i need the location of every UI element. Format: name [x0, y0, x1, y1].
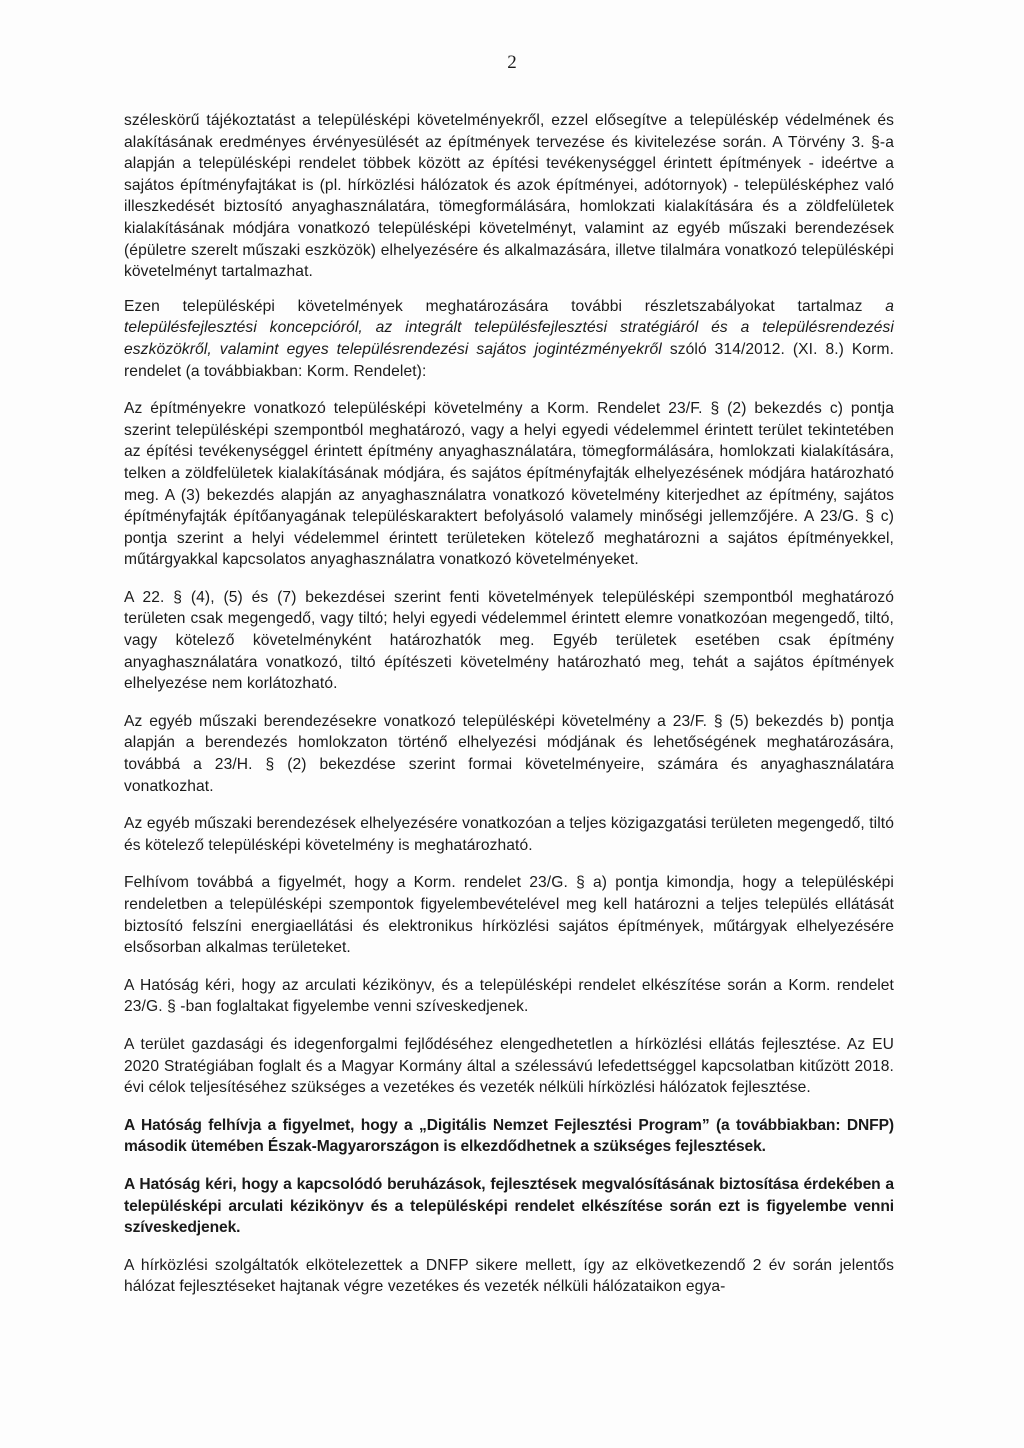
paragraph-7: Felhívom továbbá a figyelmét, hogy a Korm. rendelet 23/G. § a) pontja kimondja, hogy a településképi rendeletben a településképi szempontok figyelembevételével meg kell határozni a teljes település ellátását biztosító felszíni energiaellátási és elektronikus hírközlési sajátos építmények, műtárgyak elhelyezésére elsősorban alkalmas területeket.: [124, 874, 894, 957]
page-number: 2: [507, 52, 517, 73]
paragraph-9: A terület gazdasági és idegenforgalmi fejlődéséhez elengedhetetlen a hírközlési ellátás fejlesztése. Az EU 2020 Stratégiában foglalt és a Magyar Kormány által a szélessávú lefedettséggel kapcsolatban kitűzött 2018. évi célok teljesítéséhez szükséges a vezetékes és vezeték nélküli hírközlési hálózatok fejlesztése.: [124, 1035, 894, 1097]
document-body: [124, 110, 894, 1314]
paragraph-8: A Hatóság kéri, hogy az arculati kézikönyv, és a településképi rendelet elkészítése során a Korm. rendelet 23/G. § -ban foglaltakat figyelembe venni szíveskedjenek.: [124, 976, 894, 1016]
paragraph-3: Az építményekre vonatkozó településképi követelmény a Korm. Rendelet 23/F. § (2) bekezdés c) pontja szerint településképi szempontból meghatározó, vagy a helyi egyedi védelemmel érintett terület tekintetében az építési tevékenységgel érintett építmény anyaghasználatára, tömegformálására, homlokzati kialakítására, telken a zöldfelületek kialakításának módjára, és sajátos építményfajták elhelyezésének módjára határozható meg. A (3) bekezdés alapján az anyaghasználatra vonatkozó követelmény kiterjedhet az építmény, sajátos építményfajták építőanyagának településkaraktert befolyásoló valamely minőségi jellemzőjére. A 23/G. § c) pontja szerint a helyi védelemmel érintett területeken kötelező meghatározni a sajátos építményekkel, műtárgyakkal kapcsolatos anyaghasználatra vonatkozó követelményeket.: [124, 400, 894, 569]
paragraph-2-law-title: a településfejlesztési koncepcióról, az integrált településfejlesztési stratégiáról és a településrendezési eszközökről, valamint egyes településrendezési sajátos jogintézményekről: [124, 297, 894, 358]
paragraph-2-lead: Ezen településképi követelmények meghatározására további részletszabályokat tartalmaz: [124, 297, 886, 315]
paragraph-1: széleskörű tájékoztatást a településképi követelményekről, ezzel elősegítve a településkép védelmének és alakításának eredményes érvényesülését az építmények tervezése és kivitelezése során. A Törvény 3. §-a alapján a településképi rendelet többek között az építési tevékenységgel érintett építmények - ideértve a sajátos építményfajtákat is (pl. hírközlési hálózatok és azok építményei, adótornyok) - településképhez való illeszkedését biztosító anyaghasználatára, tömegformálására, homlokzati kialakítására és a zöldfelületek kialakításának módjára vonatkozó településképi követelményt, valamint az egyéb műszaki berendezések (épületre szerelt műszaki eszközök) elhelyezésére és alkalmazására, illetve tilalmára vonatkozó településképi követelményt tartalmazhat.: [124, 112, 894, 281]
paragraph-5: Az egyéb műszaki berendezésekre vonatkozó településképi követelmény a 23/F. § (5) bekezdés b) pontja alapján a berendezés homlokzaton történő elhelyezési módjának és lehetőségének meghatározására, továbbá a 23/H. § (2) bekezdése szerint formai követelményeire, számára és anyaghasználatára vonatkozhat.: [124, 712, 894, 795]
paragraph-10-bold: A Hatóság felhívja a figyelmet, hogy a „Digitális Nemzet Fejlesztési Program” (a továbbiakban: DNFP) második ütemében Észak-Magyarországon is elkezdődhetnek a szükséges fejlesztések.: [124, 1116, 894, 1156]
paragraph-12: A hírközlési szolgáltatók elkötelezettek a DNFP sikere mellett, így az elkövetkezendő 2 év során jelentős hálózat fejlesztéseket hajtanak végre vezetékes és vezeték nélküli hálózataikon egya-: [124, 1256, 894, 1296]
paragraph-11-bold: A Hatóság kéri, hogy a kapcsolódó beruházások, fejlesztések megvalósításának biztosítása érdekében a településképi arculati kézikönyv és a településképi rendelet elkészítése során ezt is figyelembe venni szíveskedjenek.: [124, 1175, 894, 1237]
paragraph-4: A 22. § (4), (5) és (7) bekezdései szerint fenti követelmények településképi szempontból meghatározó területen csak megengedő, vagy tiltó; helyi egyedi védelemmel érintett elemre vonatkozóan megengedő, tiltó, vagy kötelező követelményként határozhatók meg. Egyéb területek esetében csak építmény anyaghasználatára vonatkozó, tiltó építészeti követelmény határozható meg, tehát a sajátos építmények elhelyezése nem korlátozható.: [124, 588, 894, 693]
paragraph-2-tail: szóló 314/2012. (XI. 8.) Korm. rendelet (a továbbiakban: Korm. Rendelet):: [124, 340, 894, 380]
paragraph-2: [124, 296, 894, 382]
paragraph-6: Az egyéb műszaki berendezések elhelyezésére vonatkozóan a teljes közigazgatási területen megengedő, tiltó és kötelező településképi követelmény is meghatározható.: [124, 815, 894, 854]
